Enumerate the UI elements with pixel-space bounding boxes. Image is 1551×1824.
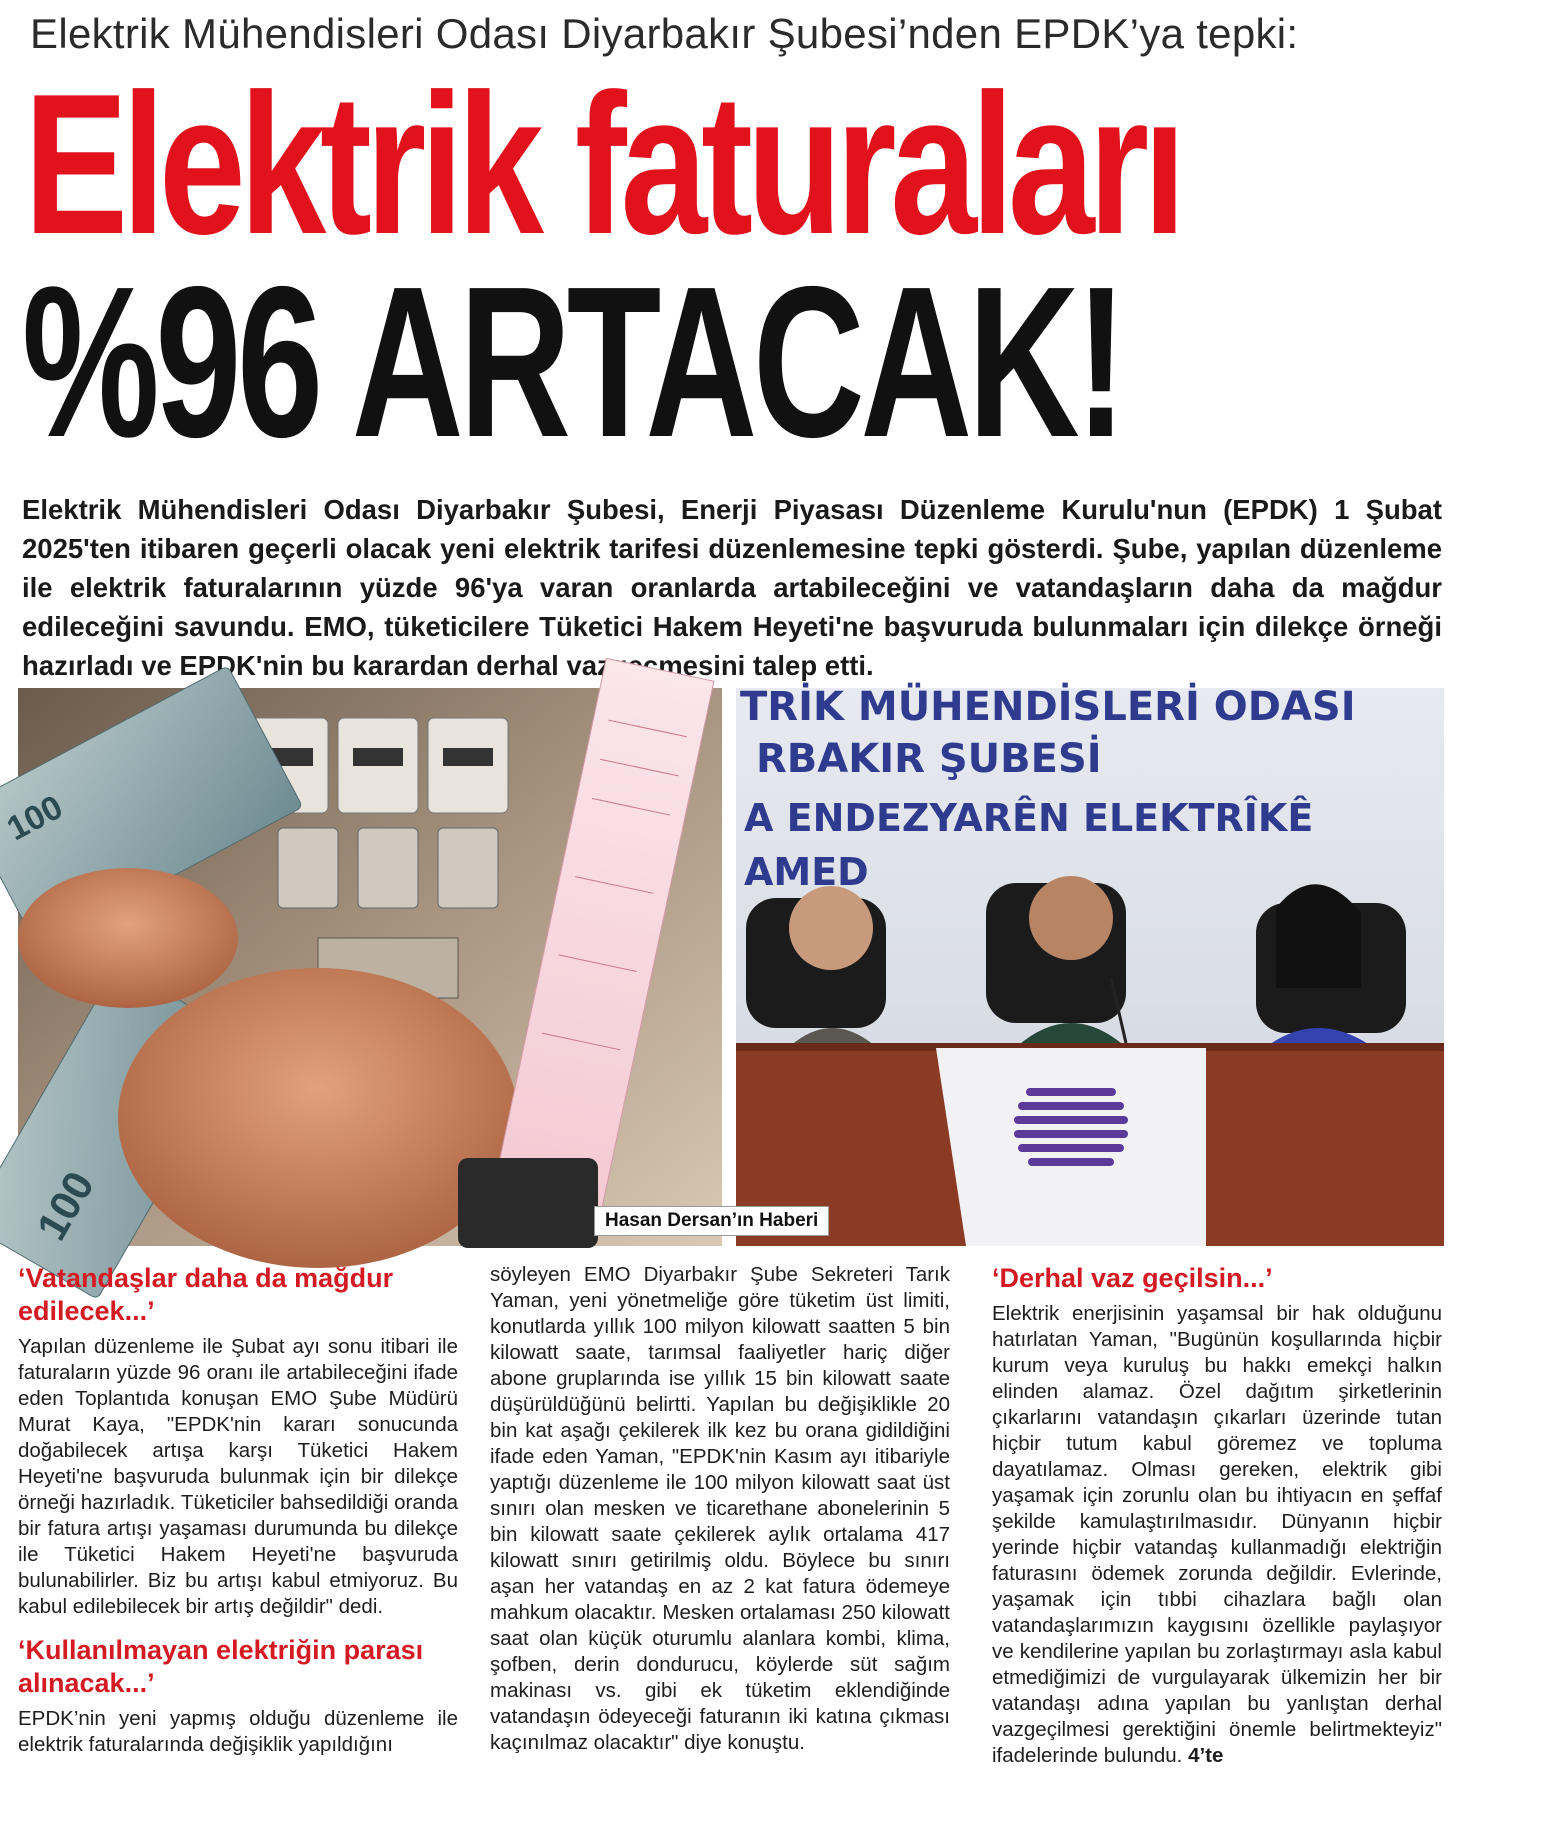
kicker: Elektrik Mühendisleri Odası Diyarbakır Şubesi’nden EPDK’ya tepki: — [30, 10, 1299, 57]
continued-page-ref[interactable]: 4’te — [1188, 1744, 1224, 1767]
lead-paragraph: Elektrik Mühendisleri Odası Diyarbakır Şubesi, Enerji Piyasası Düzenleme Kurulu'nun (EPDK) 1 Şubat 2025'ten itibaren geçerli olacak yeni elektrik tarifesi düzenlemesine tepki gösterdi. Şube, yapılan düzenleme ile elektrik faturalarının yüzde 96'ya varan oranlarda artabileceğini ve vatandaşların daha da mağdur edileceğini savundu. EMO, tüketicilere Tüketici Hakem Heyeti'ne başvuruda bulunmaları için dilekçe örneği hazırladı ve EPDK'nin bu karardan derhal vazgeçmesini talep etti. — [22, 494, 1442, 681]
column-2-text: söyleyen EMO Diyarbakır Şube Sekreteri Tarık Yaman, yeni yönetmeliğe göre tüketim üst limiti, konutlarda yıllık 100 milyon kilowatt saatten 5 bin kilowatt saate, tarımsal faaliyetler hariç diğer abone gruplarında ise yıllık 15 bin kilowatt saate düşürüldüğünü belirtti. Yapılan bu değişiklikle 20 bin kat aşağı çekilerek ilk kez bu orana gidildiğini ifade eden Yaman, "EPDK'nin Kasım ayı itibariyle yaptığı düzenleme ile 100 milyon kilowatt saat üst sınırı olan mesken ve ticarethane abonelerinin 5 bin kilowatt saate çekilerek aylık ortalama 417 kilowatt sınırı getirilmiş oldu. Böylece bu sınırı aşan her vatandaş en az 2 kat fatura ödemeye mahkum olacaktır. Mesken ortalaması 250 kilowatt saat olan küçük oturumlu alanlara kombi, klima, şofben, derin dondurucu, köylerde süt sağım makinası vs. gibi ek tüketim eklendiğinde vatandaşın ödeyeceği faturanın iki katına çıkması kaçınılmaz olacaktır" diye konuştu. — [490, 1263, 950, 1754]
column-3 — [992, 1262, 1442, 1769]
press-conference-photo — [736, 684, 1444, 1246]
subhead-3: ‘Derhal vaz geçilsin...’ — [992, 1263, 1273, 1293]
banner-line-1: TRİK MÜHENDİSLERİ ODASI — [740, 684, 1356, 730]
column-1-text-1: Yapılan düzenleme ile Şubat ayı sonu itibari ile faturaların yüzde 96 oranı ile artabileceğini ifade eden Toplantıda konuşan EMO Şube Müdürü Murat Kaya, "EPDK'nin kararı sonucunda doğabilecek artışa karşı Tüketici Hakem Heyeti'ne başvuruda bulunmak için bir dilekçe örneği hazırladık. Tüketiciler bahsedildiği oranda bir fatura artışı yaşaması durumunda bu dilekçe ile Tüketici Hakem Heyeti'ne başvuruda bulunabilirler. Biz bu artışı kabul etmiyoruz. Bu kabul edilebilecek bir artış değildir" dedi. — [18, 1335, 458, 1618]
column-3-text — [992, 1301, 1442, 1769]
svg-text:100: 100 — [0, 787, 69, 849]
svg-text:100: 100 — [27, 1163, 104, 1248]
electric-meter-photo — [0, 688, 722, 1248]
banner-line-2: RBAKIR ŞUBESİ — [756, 736, 1102, 782]
headline-line-2 — [22, 241, 1442, 482]
column-2 — [490, 1262, 950, 1756]
subhead-2: ‘Kullanılmayan elektriğin parası alınacak...’ — [18, 1635, 424, 1698]
photo-credit: Hasan Dersan’ın Haberi — [594, 1206, 829, 1236]
column-3-body: Elektrik enerjisinin yaşamsal bir hak olduğunu hatırlatan Yaman, "Bugünün koşullarında hiçbir kurum veya kuruluş bu hakkı emekçi halkın elinden alamaz. Özel dağıtım şirketlerinin çıkarlarını vatandaşın çıkarları üzerinde tutan hiçbir tutum kabul göremez ve topluma dayatılamaz. Olması gereken, elektrik gibi yaşamak için zorunlu olan bu ihtiyacın en şeffaf şekilde kamulaştırılmasıdır. Dünyanın hiçbir yerinde hiçbir vatandaş kullanmadığı elektriğin faturasını ödemek zorunda değildir. Evlerinde, yaşamak için tıbbi cihazlara bağlı olan vatandaşlarımızın kaygısını özellikle paylaşıyor ve kendilerine yapılan bu zorlaştırmayı asla kabul etmediğimizi de vurgulayarak ülkemizin her bir vatandaşı adına yapılan bu yanlıştan derhal vazgeçilmesi gerektiğini önemle belirtmekteyiz" ifadelerinde bulundu. — [992, 1302, 1442, 1767]
subhead-1: ‘Vatandaşlar daha da mağdur edilecek...’ — [18, 1263, 394, 1326]
electric-meter-illustration — [0, 688, 722, 1248]
headline-line-1-text: Elektrik faturaları — [24, 53, 1181, 276]
banner-line-4: AMED — [744, 850, 869, 894]
banner-line-3: A ENDEZYARÊN ELEKTRÎKÊ — [744, 796, 1314, 840]
headline-line-1 — [24, 53, 1444, 276]
headline-line-2-text: %96 ARTACAK! — [22, 241, 1123, 482]
column-1-text-2: EPDK’nin yeni yapmış olduğu düzenleme ile elektrik faturalarında değişiklik yapıldığını — [18, 1707, 458, 1756]
column-1 — [18, 1262, 458, 1758]
